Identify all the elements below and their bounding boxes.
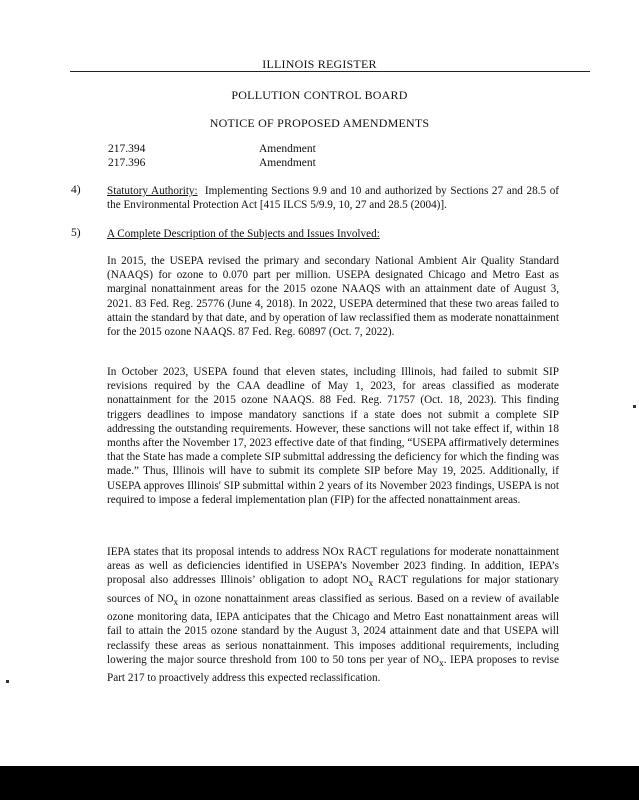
item-number: 4) (71, 184, 81, 196)
paragraph-text: In 2015, the USEPA revised the primary and secondary National Ambient Air Quality Standard (NAAQS) for ozone to 0.070 part per million. USEPA designated Chicago and Metro East as marginal nonattainment areas for the 2015 ozone NAAQS with an attainment date of August 3, 2021. 83 Fed. Reg. 25776 (June 4, 2018). In 2022, USEPA determined that these two areas failed to attain the standard by that date, and by operation of law reclassified them as moderate nonattainment for the 2015 ozone NAAQS. 87 Fed. Reg. 60897 (Oct. 7, 2022). (107, 255, 559, 339)
subscript: x (173, 598, 179, 609)
notice-title: NOTICE OF PROPOSED AMENDMENTS (209, 116, 430, 130)
statutory-authority-label: Statutory Authority: (107, 185, 198, 197)
paragraph-text: in ozone nonattainment areas classified as serious. Based on a review of available ozone monitoring data, IEPA anticipates that the Chicago and Metro East nonattainment areas will fail to attain the 2015 ozone standard by the August 3, 2024 attainment date and that USEPA will reclassify these areas as serious nonattainment. This imposes additional requirements, including lowering the major source threshold from 100 to 50 tons per year of NO (107, 592, 560, 666)
scan-bottom-border (0, 766, 639, 800)
subscript: x (439, 659, 444, 670)
paragraph-sip-findings (107, 365, 559, 507)
scan-mark (633, 405, 636, 408)
statutory-authority-text: Implementing Sections 9.9 and 10 and authorized by Sections 27 and 28.5 of the Environmental Protection Act [415 ILCS 5/9.9, 10, 27 and 28.5 (2004)]. (107, 185, 560, 212)
statutory-authority (107, 184, 559, 212)
section-number: 217.394 (108, 143, 146, 155)
section-action: Amendment (259, 143, 316, 155)
section-number: 217.396 (108, 157, 146, 169)
paragraph-text: . IEPA proposes to revise Part 217 to proactively address this expected reclassification. (107, 653, 559, 685)
description-heading (107, 227, 559, 241)
item-number: 5) (71, 227, 81, 239)
paragraph-text: IEPA states that its proposal intends to address NOx RACT regulations for moderate nonattainment areas as well as deficiencies identified in USEPA’s November 2023 finding. In addition, IEPA’s proposal also addresses Illinois’ obligation to adopt NO (107, 546, 559, 587)
subscript: x (368, 579, 374, 590)
paragraph-iepa-proposal (107, 545, 559, 686)
paragraph-ozone-naaqs (107, 254, 559, 339)
description-label: A Complete Description of the Subjects and Issues Involved: (107, 228, 380, 240)
register-title: ILLINOIS REGISTER (262, 57, 377, 71)
scan-mark (6, 680, 9, 683)
section-action: Amendment (259, 157, 316, 169)
header-rule (70, 71, 590, 72)
paragraph-text: In October 2023, USEPA found that eleven states, including Illinois, had failed to submit SIP revisions required by the CAA deadline of May 1, 2023, for areas classified as moderate nonattainment for the 2015 ozone NAAQS. 88 Fed. Reg. 71757 (Oct. 18, 2023). This finding triggers deadlines to impose mandatory sanctions if a state does not submit a complete SIP addressing the outstanding requirements. However, these sanctions will not take effect if, within 18 months after the November 17, 2023 effective date of that finding, “USEPA affirmatively determines that the State has made a complete SIP submittal addressing the deficiency for which the finding was made.” Thus, Illinois will have to submit its complete SIP before May 19, 2025. Additionally, if USEPA approves Illinois' SIP submittal within 2 years of its November 2023 findings, USEPA is not required to impose a federal implementation plan (FIP) for the affected nonattainment areas. (107, 366, 559, 506)
paragraph-text: RACT regulations for major stationary sources of NO (107, 574, 559, 605)
agency-title: POLLUTION CONTROL BOARD (231, 88, 408, 102)
